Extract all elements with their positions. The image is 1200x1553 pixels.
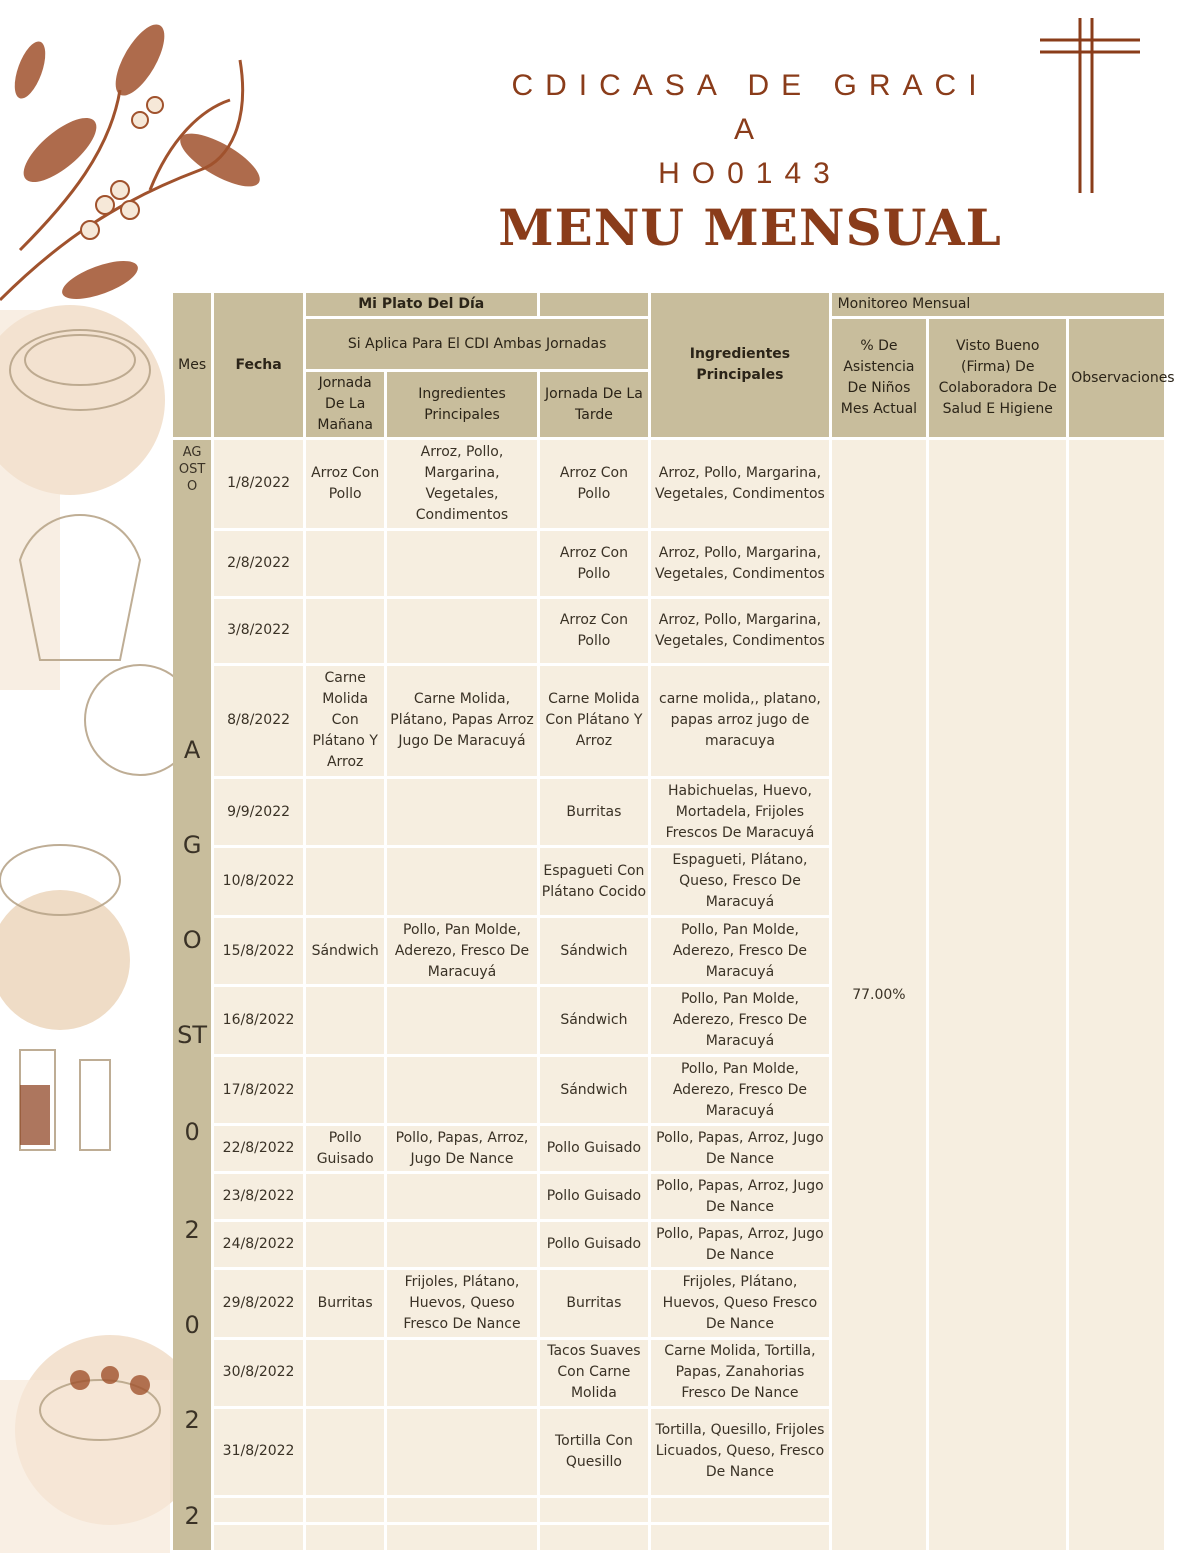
ing-manana-cell — [387, 987, 536, 1053]
empty-cell — [651, 1525, 828, 1550]
manana-cell — [306, 987, 385, 1053]
manana-cell — [306, 1340, 385, 1406]
header-mi-plato: Mi Plato Del Día — [306, 293, 537, 316]
month-letter: O — [182, 926, 202, 954]
ingredientes-cell: Pollo, Papas, Arroz, Jugo De Nance — [651, 1126, 828, 1171]
manana-cell — [306, 1222, 385, 1267]
tarde-cell: Sándwich — [540, 987, 649, 1053]
header-blank — [540, 293, 649, 316]
ing-manana-cell — [387, 1409, 536, 1495]
month-letter: 0 — [184, 1118, 200, 1146]
tarde-cell: Arroz Con Pollo — [540, 440, 649, 528]
tarde-cell: Arroz Con Pollo — [540, 531, 649, 596]
fecha-cell: 30/8/2022 — [214, 1340, 303, 1406]
empty-cell — [214, 1525, 303, 1550]
header-visto-bueno: Visto Bueno (Firma) De Colaboradora De Salud E Higiene — [929, 319, 1066, 437]
ingredientes-cell: Arroz, Pollo, Margarina, Vegetales, Condimentos — [651, 531, 828, 596]
header-jornada-tarde: Jornada De La Tarde — [540, 372, 649, 437]
ing-manana-cell — [387, 1222, 536, 1267]
ingredientes-cell: Espagueti, Plátano, Queso, Fresco De Maracuyá — [651, 848, 828, 914]
empty-cell — [306, 1498, 385, 1523]
ing-manana-cell: Frijoles, Plátano, Huevos, Queso Fresco De Nance — [387, 1270, 536, 1336]
corner-ornament-top — [1040, 18, 1140, 198]
ingredientes-cell: Tortilla, Quesillo, Frijoles Licuados, Queso, Fresco De Nance — [651, 1409, 828, 1495]
manana-cell: Arroz Con Pollo — [306, 440, 385, 528]
org-name-line1: CDICASA DE GRACI — [511, 69, 989, 102]
visto-bueno-cell — [929, 440, 1066, 1550]
tarde-cell: Burritas — [540, 779, 649, 845]
ingredientes-cell: Carne Molida, Tortilla, Papas, Zanahorias Fresco De Nance — [651, 1340, 828, 1406]
ing-manana-cell — [387, 848, 536, 914]
tarde-cell: Pollo Guisado — [540, 1174, 649, 1219]
manana-cell — [306, 848, 385, 914]
header-ingredientes: Ingredientes Principales — [651, 293, 828, 437]
manana-cell — [306, 1057, 385, 1123]
tarde-cell: Arroz Con Pollo — [540, 599, 649, 662]
ing-manana-cell: Carne Molida, Plátano, Papas Arroz Jugo De Maracuyá — [387, 666, 536, 776]
document-header — [470, 64, 1030, 257]
fecha-cell: 29/8/2022 — [214, 1270, 303, 1336]
manana-cell — [306, 1409, 385, 1495]
empty-cell — [387, 1498, 536, 1523]
tarde-cell: Sándwich — [540, 1057, 649, 1123]
month-letter: 2 — [184, 1406, 200, 1434]
fecha-cell: 1/8/2022 — [214, 440, 303, 528]
tarde-cell: Pollo Guisado — [540, 1126, 649, 1171]
tarde-cell: Espagueti Con Plátano Cocido — [540, 848, 649, 914]
manana-cell: Carne Molida Con Plátano Y Arroz — [306, 666, 385, 776]
asistencia-value: 77.00% — [832, 440, 927, 1550]
tarde-cell: Tacos Suaves Con Carne Molida — [540, 1340, 649, 1406]
header-asistencia: % De Asistencia De Niños Mes Actual — [832, 319, 927, 437]
manana-cell: Pollo Guisado — [306, 1126, 385, 1171]
fecha-cell: 8/8/2022 — [214, 666, 303, 776]
manana-cell — [306, 599, 385, 662]
header-si-aplica: Si Aplica Para El CDI Ambas Jornadas — [306, 319, 648, 369]
ingredientes-cell: Pollo, Pan Molde, Aderezo, Fresco De Maracuyá — [651, 987, 828, 1053]
table-row — [173, 440, 1164, 528]
fecha-cell: 15/8/2022 — [214, 918, 303, 984]
manana-cell — [306, 779, 385, 845]
ingredientes-cell: Arroz, Pollo, Margarina, Vegetales, Condimentos — [651, 440, 828, 528]
ingredientes-cell: Frijoles, Plátano, Huevos, Queso Fresco De Nance — [651, 1270, 828, 1336]
ing-manana-cell — [387, 1174, 536, 1219]
ingredientes-cell: Arroz, Pollo, Margarina, Vegetales, Condimentos — [651, 599, 828, 662]
empty-cell — [306, 1525, 385, 1550]
month-letter: A — [183, 736, 201, 764]
ingredientes-cell: Pollo, Papas, Arroz, Jugo De Nance — [651, 1222, 828, 1267]
month-letter: G — [182, 831, 202, 859]
manana-cell — [306, 531, 385, 596]
fecha-cell: 22/8/2022 — [214, 1126, 303, 1171]
ingredientes-cell: Pollo, Pan Molde, Aderezo, Fresco De Maracuyá — [651, 918, 828, 984]
fecha-cell: 23/8/2022 — [214, 1174, 303, 1219]
ingredientes-cell: Pollo, Pan Molde, Aderezo, Fresco De Maracuyá — [651, 1057, 828, 1123]
fecha-cell: 10/8/2022 — [214, 848, 303, 914]
empty-cell — [214, 1498, 303, 1523]
ingredientes-cell: carne molida,, platano, papas arroz jugo de maracuya — [651, 666, 828, 776]
ingredientes-cell: Pollo, Papas, Arroz, Jugo De Nance — [651, 1174, 828, 1219]
fecha-cell: 16/8/2022 — [214, 987, 303, 1053]
month-letter: 2 — [184, 1502, 200, 1530]
ing-manana-cell — [387, 1057, 536, 1123]
empty-cell — [651, 1498, 828, 1523]
header-ing-principales: Ingredientes Principales — [387, 372, 536, 437]
month-letter: 0 — [184, 1311, 200, 1339]
month-letter: ST — [177, 1021, 208, 1049]
empty-cell — [387, 1525, 536, 1550]
empty-cell — [540, 1525, 649, 1550]
tarde-cell: Carne Molida Con Plátano Y Arroz — [540, 666, 649, 776]
header-observaciones: Observaciones — [1069, 319, 1164, 437]
month-letter: 2 — [184, 1216, 200, 1244]
header-jornada-manana: Jornada De La Mañana — [306, 372, 385, 437]
manana-cell — [306, 1174, 385, 1219]
ing-manana-cell — [387, 1340, 536, 1406]
org-code: HO0143 — [658, 157, 842, 190]
ing-manana-cell — [387, 599, 536, 662]
page-title: MENU MENSUAL — [498, 198, 1002, 257]
ingredientes-cell: Habichuelas, Huevo, Mortadela, Frijoles Frescos De Maracuyá — [651, 779, 828, 845]
fecha-cell: 9/9/2022 — [214, 779, 303, 845]
ing-manana-cell — [387, 531, 536, 596]
header-mes: Mes — [173, 293, 211, 437]
manana-cell: Sándwich — [306, 918, 385, 984]
fecha-cell: 24/8/2022 — [214, 1222, 303, 1267]
fecha-cell: 31/8/2022 — [214, 1409, 303, 1495]
header-monitoreo: Monitoreo Mensual — [832, 293, 1164, 316]
org-name-line2: A — [733, 113, 766, 146]
month-label-small: AG OST O — [178, 445, 206, 494]
ing-manana-cell — [387, 779, 536, 845]
tarde-cell: Tortilla Con Quesillo — [540, 1409, 649, 1495]
header-fecha: Fecha — [214, 293, 303, 437]
manana-cell: Burritas — [306, 1270, 385, 1336]
tarde-cell: Sándwich — [540, 918, 649, 984]
ing-manana-cell: Arroz, Pollo, Margarina, Vegetales, Condimentos — [387, 440, 536, 528]
month-cell — [173, 440, 211, 1550]
fecha-cell: 2/8/2022 — [214, 531, 303, 596]
empty-cell — [540, 1498, 649, 1523]
ing-manana-cell: Pollo, Papas, Arroz, Jugo De Nance — [387, 1126, 536, 1171]
observaciones-cell — [1069, 440, 1164, 1550]
tarde-cell: Burritas — [540, 1270, 649, 1336]
ing-manana-cell: Pollo, Pan Molde, Aderezo, Fresco De Maracuyá — [387, 918, 536, 984]
fecha-cell: 17/8/2022 — [214, 1057, 303, 1123]
fecha-cell: 3/8/2022 — [214, 599, 303, 662]
menu-table — [170, 290, 1175, 1553]
tarde-cell: Pollo Guisado — [540, 1222, 649, 1267]
